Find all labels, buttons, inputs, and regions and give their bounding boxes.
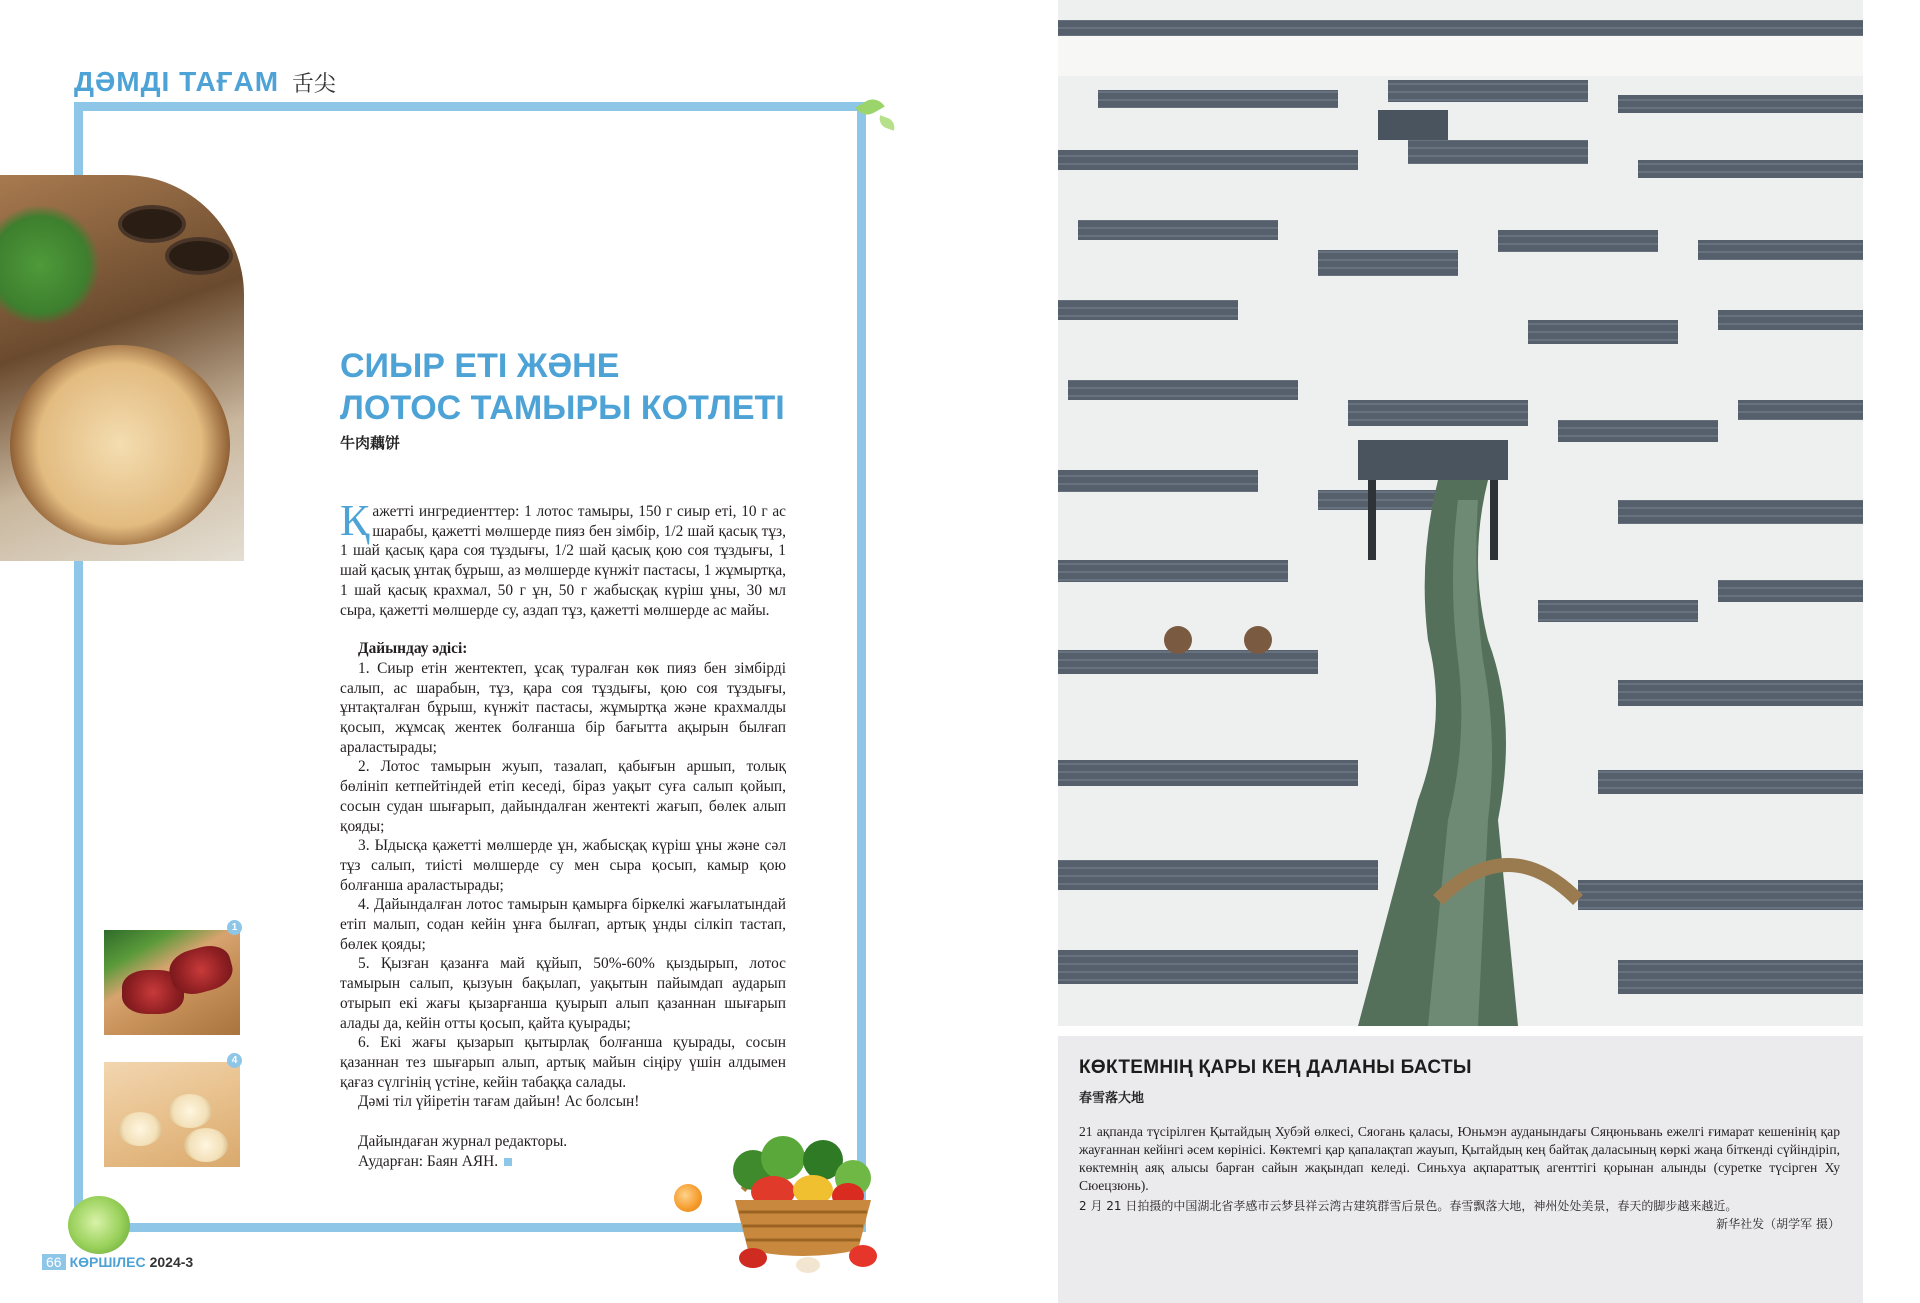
page-number: 66	[42, 1254, 66, 1270]
orange-illustration	[674, 1184, 702, 1212]
ingredients-text: ажетті ингредиенттер: 1 лотос тамыры, 150 г сиыр еті, 10 г ас шарабы, қажетті мөлшерде пияз бен зімбір, 1/2 шай қасық тұз, 1 шай қасық қара соя тұздығы, 1/2 шай қасық қою соя тұздығы, 1 шай қасық ұнтақ бұрыш, аз мөлшерде күнжіт пастасы, 1 жұмыртқа, 1 шай қасық крахмал, 50 г ұн, 50 г жабысқақ күріш ұны, 30 мл сыра, қажетті мөлшерде су, аздап тұз, қажетті мөлшерде ас майы.	[340, 503, 786, 619]
title-line-1: СИЫР ЕТІ ЖӘНЕ	[340, 347, 620, 385]
method-step: 2. Лотос тамырын жуып, тазалап, қабығын аршып, толық бөлініп кетпейтіндей етіп кеседі, біраз уақыт суға салып қойып, сосын судан шығарып, дайындалған жентекті жағып, бөлек алып қояды;	[340, 758, 786, 835]
caption-title: КӨКТЕМНІҢ ҚАРЫ КЕҢ ДАЛАНЫ БАСТЫ	[1079, 1057, 1472, 1078]
method-step: 5. Қызған қазанға май құйып, 50%-60% қыздырып, лотос тамырын салып, қызуын бақылап, уақытын пайымдап аударып отырып екі жағы қызарғанша қуырып алып қазаннан шығарып алады да, кейін отты қосып, қайта қуырады;	[340, 955, 786, 1032]
magazine-name: КӨРШІЛЕС	[69, 1254, 146, 1270]
closing-line: Дәмі тіл үйіретін тағам дайын! Ас болсын!	[358, 1093, 640, 1111]
leaf-decoration	[877, 115, 897, 131]
vegetable-basket-illustration	[713, 1100, 893, 1275]
lotus-slice-shape	[184, 1128, 228, 1162]
end-mark	[504, 1158, 512, 1166]
teacup-shape	[165, 237, 233, 275]
dropcap: Қ	[340, 496, 370, 545]
method-title: Дайындау әдісі:	[358, 640, 468, 658]
caption-credit: 新华社发（胡学军 摄）	[1716, 1217, 1840, 1231]
step-4-photo	[104, 1062, 240, 1167]
issue-number: 2024-3	[149, 1254, 194, 1270]
step-badge: 4	[227, 1053, 242, 1068]
method-step: 6. Екі жағы қызарып қытырлақ болғанша қуырады, сосын қазаннан тез шығарып алып, артық майын сіңіру үшін алдымен қағаз сүлгінің үстіне, кейін табаққа салады.	[340, 1034, 786, 1091]
page-footer	[42, 1254, 193, 1270]
section-name: ДӘМДІ ТАҒАМ	[74, 66, 280, 97]
article-body	[340, 496, 786, 1172]
teacup-shape	[118, 205, 186, 243]
snow-village-photo	[1058, 0, 1863, 1026]
ingredients-paragraph	[340, 496, 786, 620]
step-badge: 1	[227, 920, 242, 935]
lotus-slice-shape	[118, 1112, 162, 1146]
lettuce-illustration	[68, 1196, 130, 1254]
prepared-by: Дайындаған журнал редакторы.	[358, 1133, 568, 1151]
lotus-slice-shape	[168, 1094, 212, 1128]
method-step: 1. Сиыр етін жентектеп, ұсақ туралған көк пияз бен зімбірді салып, ас шарабын, тұз, қара соя тұздығы, қою соя тұздығы, ұнтақталған бұрыш, күнжіт пастасы, жұмыртқа және крахмалды қосып, жұмсақ жентек болғанша бір бағытта ақырын былғап араластырады;	[340, 659, 786, 756]
step-1-photo	[104, 930, 240, 1035]
article-title	[340, 345, 785, 429]
caption-text: 21 ақпанда түсірілген Қытайдың Хубэй өлкесі, Сяогань қаласы, Юньмэн ауданындағы Сяңюньвань ежелгі ғимарат кешенінің қар жауғаннан кейінгі әсем көрінісі. Көктемгі қар қапалақтап жауып, Қытайдың кең байтақ даласының көркі жаңа біткенді сүйіндіріп, көктемнің аяқ алысы барған сайын жақындап келеді. Синьхуа ақпараттық агенттігі қорынан алынды (суретке түсірген Ху Сюецзюнь).	[1079, 1124, 1840, 1193]
method-step: 3. Ыдысқа қажетті мөлшерде ұн, жабысқақ күріш ұны және сәл тұз салып, тиісті мөлшерде су мен сыра қосып, камыр қою болғанша араластырады;	[340, 837, 786, 894]
article-title-cn: 牛肉藕饼	[340, 434, 401, 452]
title-line-2: ЛОТОС ТАМЫРЫ КОТЛЕТІ	[340, 389, 785, 427]
caption-title-cn: 春雪落大地	[1079, 1091, 1145, 1106]
section-name-cn: 舌尖	[291, 71, 336, 96]
method-step: 4. Дайындалған лотос тамырын қамырға біркелкі жағылатындай етіп малып, содан кейін ұнға былғап, артық ұнды сілкіп тастап, бөлек қояды;	[340, 896, 786, 953]
photo-illustration	[1058, 0, 1863, 1026]
plate-shape	[10, 345, 230, 545]
translated-by: Аударған: Баян АЯН.	[358, 1152, 499, 1170]
section-tag	[74, 66, 336, 98]
dish-photo	[0, 175, 244, 561]
caption-text-cn: 2 月 21 日拍摄的中国湖北省孝感市云梦县祥云湾古建筑群雪后景色。春雪飘落大地，神州处处美景，春天的脚步越来越近。	[1079, 1199, 1738, 1213]
